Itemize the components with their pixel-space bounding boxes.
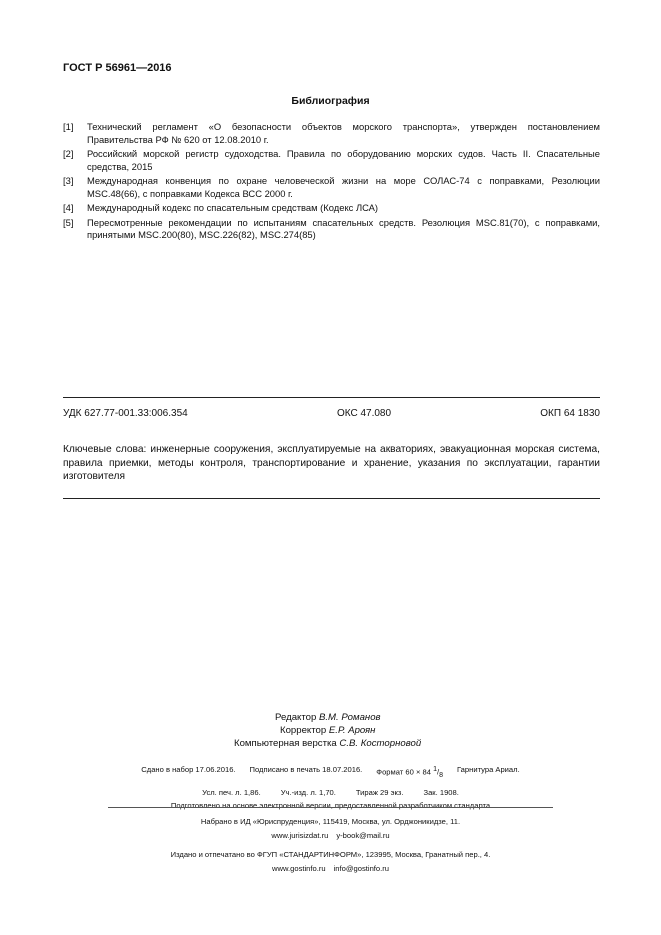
okp-code: ОКП 64 1830 bbox=[540, 408, 600, 419]
divider-top bbox=[63, 397, 600, 398]
printer-block bbox=[0, 848, 661, 875]
bibliography-item-number: [4] bbox=[63, 202, 74, 213]
keywords-paragraph: Ключевые слова: инженерные сооружения, эксплуатируемые на акваториях, эвакуационная морская система, правила приемки, методы контроля, транспортирование и хранение, указания по эксплуатации, гарантии изготовителя bbox=[63, 444, 600, 482]
print-run: Тираж 29 экз. bbox=[355, 787, 404, 797]
source-note: Подготовлено на основе электронной версии, предоставленной разработчиком стандарта bbox=[170, 801, 491, 811]
bibliography-item-number: [3] bbox=[63, 175, 74, 186]
typeface: Гарнитура Ариал. bbox=[457, 765, 520, 774]
sent-date: Сдано в набор 17.06.2016. bbox=[141, 765, 236, 774]
format-value: Формат 60 × 84 $^1/_8$ bbox=[376, 766, 443, 780]
layout-line bbox=[234, 737, 661, 750]
layout-label: Компьютерная верстка bbox=[234, 738, 337, 749]
print-info-block bbox=[0, 763, 661, 813]
publ-sheets: Уч.-изд. л. 1,70. bbox=[280, 787, 336, 797]
publisher-block bbox=[0, 815, 661, 842]
divider-bottom bbox=[63, 498, 600, 499]
signed-date: Подписано в печать 18.07.2016. bbox=[249, 765, 363, 774]
publisher-email[interactable]: y-book@mail.ru bbox=[336, 830, 390, 840]
classification-codes bbox=[63, 408, 600, 419]
bibliography-list bbox=[63, 121, 600, 244]
oks-code: ОКС 47.080 bbox=[336, 408, 392, 419]
publisher-website[interactable]: www.jurisizdat.ru bbox=[271, 830, 329, 840]
bibliography-item bbox=[63, 217, 600, 242]
standard-header: ГОСТ Р 56961—2016 bbox=[63, 62, 172, 74]
bibliography-item bbox=[63, 202, 600, 215]
printer-email[interactable]: info@gostinfo.ru bbox=[333, 863, 390, 873]
bibliography-item-text: Технический регламент «О безопасности объектов морского транспорта», утвержден постановлением Правительства РФ № 620 от 12.08.2010 г. bbox=[87, 121, 600, 145]
publisher-address: Набрано в ИД «Юриспруденция», 115419, Москва, ул. Орджоникидзе, 11. bbox=[200, 817, 461, 826]
bibliography-item-text: Международная конвенция по охране человеческой жизни на море СОЛАС-74 с поправками, Резолюции MSC.48(66), с поправками Кодекса ВСС 2000 г. bbox=[87, 175, 600, 199]
layout-name: С.В. Косторновой bbox=[339, 738, 422, 749]
print-info-row-2 bbox=[0, 786, 661, 800]
editor-label: Редактор bbox=[275, 712, 317, 723]
corrector-line bbox=[280, 724, 661, 737]
bibliography-item bbox=[63, 175, 600, 200]
divider-print bbox=[108, 807, 553, 808]
bibliography-item bbox=[63, 121, 600, 146]
bibliography-item-number: [2] bbox=[63, 148, 74, 159]
bibliography-title: Библиография bbox=[291, 95, 370, 107]
udk-code: УДК 627.77-001.33:006.354 bbox=[63, 408, 188, 419]
bibliography-item-text: Международный кодекс по спасательным средствам (Кодекс ЛСА) bbox=[87, 202, 379, 213]
editor-name: В.М. Романов bbox=[318, 712, 381, 723]
bibliography-item-text: Российский морской регистр судоходства. Правила по оборудованию морских судов. Часть II. Спасательные средства, 2015 bbox=[87, 148, 600, 172]
corrector-name: Е.Р. Ароян bbox=[328, 725, 376, 736]
editor-line bbox=[275, 711, 661, 724]
print-info-row-1 bbox=[0, 763, 661, 783]
bibliography-item-text: Пересмотренные рекомендации по испытаниям спасательных средств. Резолюция MSC.81(70), с поправками, принятыми MSC.200(80), MSC.226(82), MSC.274(85) bbox=[87, 216, 600, 240]
bibliography-item bbox=[63, 148, 600, 173]
order-number: Зак. 1908. bbox=[423, 787, 459, 797]
credits-block bbox=[0, 711, 661, 750]
printer-address: Издано и отпечатано во ФГУП «СТАНДАРТИНФОРМ», 123995, Москва, Гранатный пер., 4. bbox=[170, 850, 491, 859]
printer-website[interactable]: www.gostinfo.ru bbox=[271, 863, 326, 873]
printer-contacts bbox=[0, 862, 661, 876]
publisher-contacts bbox=[0, 829, 661, 843]
corrector-label: Корректор bbox=[280, 725, 327, 736]
conv-sheets: Усл. печ. л. 1,86. bbox=[202, 787, 261, 797]
bibliography-item-number: [5] bbox=[63, 216, 74, 228]
bibliography-item-number: [1] bbox=[63, 121, 74, 132]
